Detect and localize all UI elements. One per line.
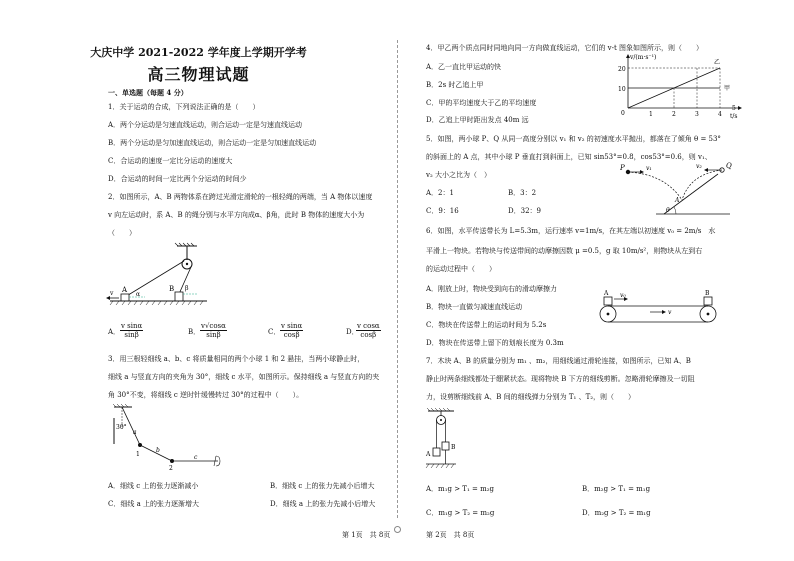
q7-option-c: C．m₁g > T₂ = m₂g [426,509,495,517]
q3-line2: 细线 a 与竖直方向的夹角为 30°，细线 c 水平，如图所示。保持细线 a 与竖直方向的夹 [108,373,380,381]
q4-option-c: C．甲的平均速度大于乙的平均速度 [426,99,537,107]
q5-label-q: Q [726,162,732,170]
q2-opt-c-den: cosβ [283,331,300,339]
q2-opt-c-num: v sinα [281,322,303,330]
q5-line1: 5．如图，两小球 P、Q 从同一高度分别以 v₁ 和 v₂ 的初速度水平抛出，都落在了倾角 θ = 53° [426,135,721,143]
q3-hanging-balls-figure [112,404,230,472]
q5-line2: 的斜面上的 A 点，其中小球 P 垂直打到斜面上，已知 sin53°=0.8，cos53°=0.6，则 v₁、 [426,153,712,161]
q2-opt-a-den: sinβ [124,331,139,339]
q1-option-b: B．两个分运动是匀加速直线运动，则合运动一定是匀加速直线运动 [108,139,317,147]
q2-line2: v 向左运动时，系 A、B 的绳分别与水平方向成α、β角，此时 B 物体的速度大小为 [108,211,365,219]
q2-opt-b-den: sinβ [206,331,221,339]
q2-opt-b-label: B． [188,328,201,336]
q3-label-c: c [194,454,198,461]
q4-y20: 20 [618,66,626,73]
q5-label-a: A [675,197,680,204]
q2-opt-a-label: A． [108,328,121,336]
q2-line1: 2．如图所示，A、B 两物体系在跨过光滑定滑轮的一根轻绳的两端，当 A 物体以速度 [108,193,373,201]
q6-line2: 平滑上一物块。若物块与传送带间的动摩擦因数 μ =0.5，g 取 10m/s²，则物块从左到右 [426,247,703,255]
q2-opt-b-frac [200,322,227,339]
q2-opt-d-num: v cosα [357,322,380,330]
school-title: 大庆中学 2021-2022 学年度上学期开学考 [90,46,307,59]
q5-option-d: D．32：9 [508,207,541,215]
q6-line1: 6．如图，水平传送带长为 L=5.3m，运行速率 v=1m/s，在其左端以初速度 v₀ = 2m/s 水 [426,227,716,235]
q5-option-b: B．3：2 [508,189,537,197]
q4-x2: 2 [672,111,676,118]
q4-label-jia: 甲 [724,85,731,92]
q3-label-b: b [156,447,160,454]
q3-label-angle: 30° [116,424,127,431]
q3-option-a: A．细线 c 上的张力逐渐减小 [108,482,199,490]
q5-option-c: C．9：16 [426,207,459,215]
q1-option-a: A．两个分运动是匀速直线运动，则合运动一定是匀速直线运动 [108,121,303,129]
q7-pulley-figure [424,408,460,472]
q7-option-a: A．m₁g > T₁ = m₂g [426,485,495,493]
q4-stem: 4．甲乙两个质点同时同地向同一方向做直线运动，它们的 v-t 图象如图所示，则（ ） [426,44,704,52]
q2-opt-c-frac [280,322,303,339]
q3-label-ball1: 1 [136,451,140,458]
q2-label-beta: β [185,285,189,292]
q7-option-d: D．m₂g > T₂ = m₁g [582,509,651,517]
page-right [398,0,794,561]
q6-conveyor-figure [594,286,724,330]
q6-label-b: B [705,290,710,297]
q2-opt-d-den: cosβ [360,331,377,339]
q4-option-a: A．乙一直比甲运动的快 [426,63,502,71]
q6-line3: 的运动过程中（ ） [426,265,496,273]
section-heading: 一、单选题（每题 4 分） [108,88,188,97]
q2-opt-a-frac [120,322,143,339]
q4-xlabel: t/s [730,113,738,120]
q1-stem: 1．关于运动的合成，下列说法正确的是（ ） [108,103,260,111]
q3-line1: 3．用三根轻细线 a、b、c 将质量相同的两个小球 1 和 2 悬挂，当两小球静止时， [108,355,365,363]
q1-option-c: C．合运动的速度一定比分运动的速度大 [108,157,233,165]
q3-option-d: D．细线 a 上的张力先减小后增大 [270,500,376,508]
q5-label-p: P [620,164,625,172]
q5-label-theta: θ [666,207,670,214]
q3-option-c: C．细线 a 上的张力逐渐增大 [108,500,199,508]
q2-label-v: v [110,290,114,297]
q7-label-a: A [426,451,431,458]
q4-x4: 4 [718,111,722,118]
q2-opt-b-num: v√cosα [201,322,226,330]
q3-label-a: a [133,429,137,436]
q6-label-v0: v₀ [620,292,626,299]
q7-line1: 7．木块 A、B 的质量分别为 m₁ 、m₂，用细线通过滑轮连接，如图所示，已知 A、B [426,357,691,365]
q3-line3: 角 30°不变，将细线 c 逆时针缓慢转过 30°的过程中（ ）。 [108,391,304,399]
q2-opt-d-frac [356,322,381,339]
q3-label-ball2: 2 [169,465,173,472]
footer-left-page: 第 1页 共 8页 [342,531,391,539]
q2-label-b: B [169,285,175,293]
q6-option-c: C．物块在传送带上的运动时间为 5.2s [426,321,547,329]
q7-option-b: B．m₂g > T₁ = m₁g [582,485,651,493]
q4-label-yi: 乙 [714,59,721,66]
q4-y10: 10 [618,86,626,93]
q4-ylabel: v/(m·s⁻¹) [630,54,657,61]
q2-opt-c-label: C． [268,328,281,336]
q2-label-alpha: α [136,291,141,298]
q5-label-v1: v₁ [646,165,652,172]
q4-x1: 1 [649,111,653,118]
q6-label-v: v [668,309,672,316]
q4-x5: 5 [732,105,736,112]
q1-option-d: D．合运动的时间一定比两个分运动的时间少 [108,175,247,183]
q2-line3: （ ） [108,229,136,237]
q7-line3: 力，设剪断细线前 A、B 间的细线弹力分别为 T₁ 、T₂，则（ ） [426,393,636,401]
q7-label-b: B [451,444,456,451]
q6-option-a: A．刚放上时，物块受到向右的滑动摩擦力 [426,285,558,293]
q6-option-b: B．物块一直做匀减速直线运动 [426,303,523,311]
q4-option-b: B．2s 时乙追上甲 [426,81,484,89]
subject-title: 高三物理试题 [147,65,250,84]
q3-option-b: B．细线 c 上的张力先减小后增大 [270,482,375,490]
q7-line2: 静止时两条细线都处于绷紧状态。现将物块 B 下方的细线剪断。忽略滑轮摩擦及一切阻 [426,375,695,383]
q6-option-d: D．物块在传送带上留下的划痕长度为 0.3m [426,339,564,347]
q2-opt-a-num: v sinα [121,322,143,330]
q2-label-a: A [122,286,128,294]
q5-option-a: A．2：1 [426,189,454,197]
q2-pulley-figure [105,242,215,317]
q6-label-a: A [604,290,609,297]
q4-x3: 3 [695,111,699,118]
q5-projectile-figure [620,160,738,222]
q4-vt-graph [616,52,746,120]
q5-line3: v₂ 大小之比为（ ） [426,171,491,179]
q2-opt-d-label: D． [346,328,359,336]
q5-label-v2: v₂ [696,163,702,170]
footer-right-page: 第 2页 共 8页 [426,531,475,539]
q4-option-d: D．乙追上甲时距出发点 40m 远 [426,116,529,124]
q4-origin: 0 [621,110,625,117]
